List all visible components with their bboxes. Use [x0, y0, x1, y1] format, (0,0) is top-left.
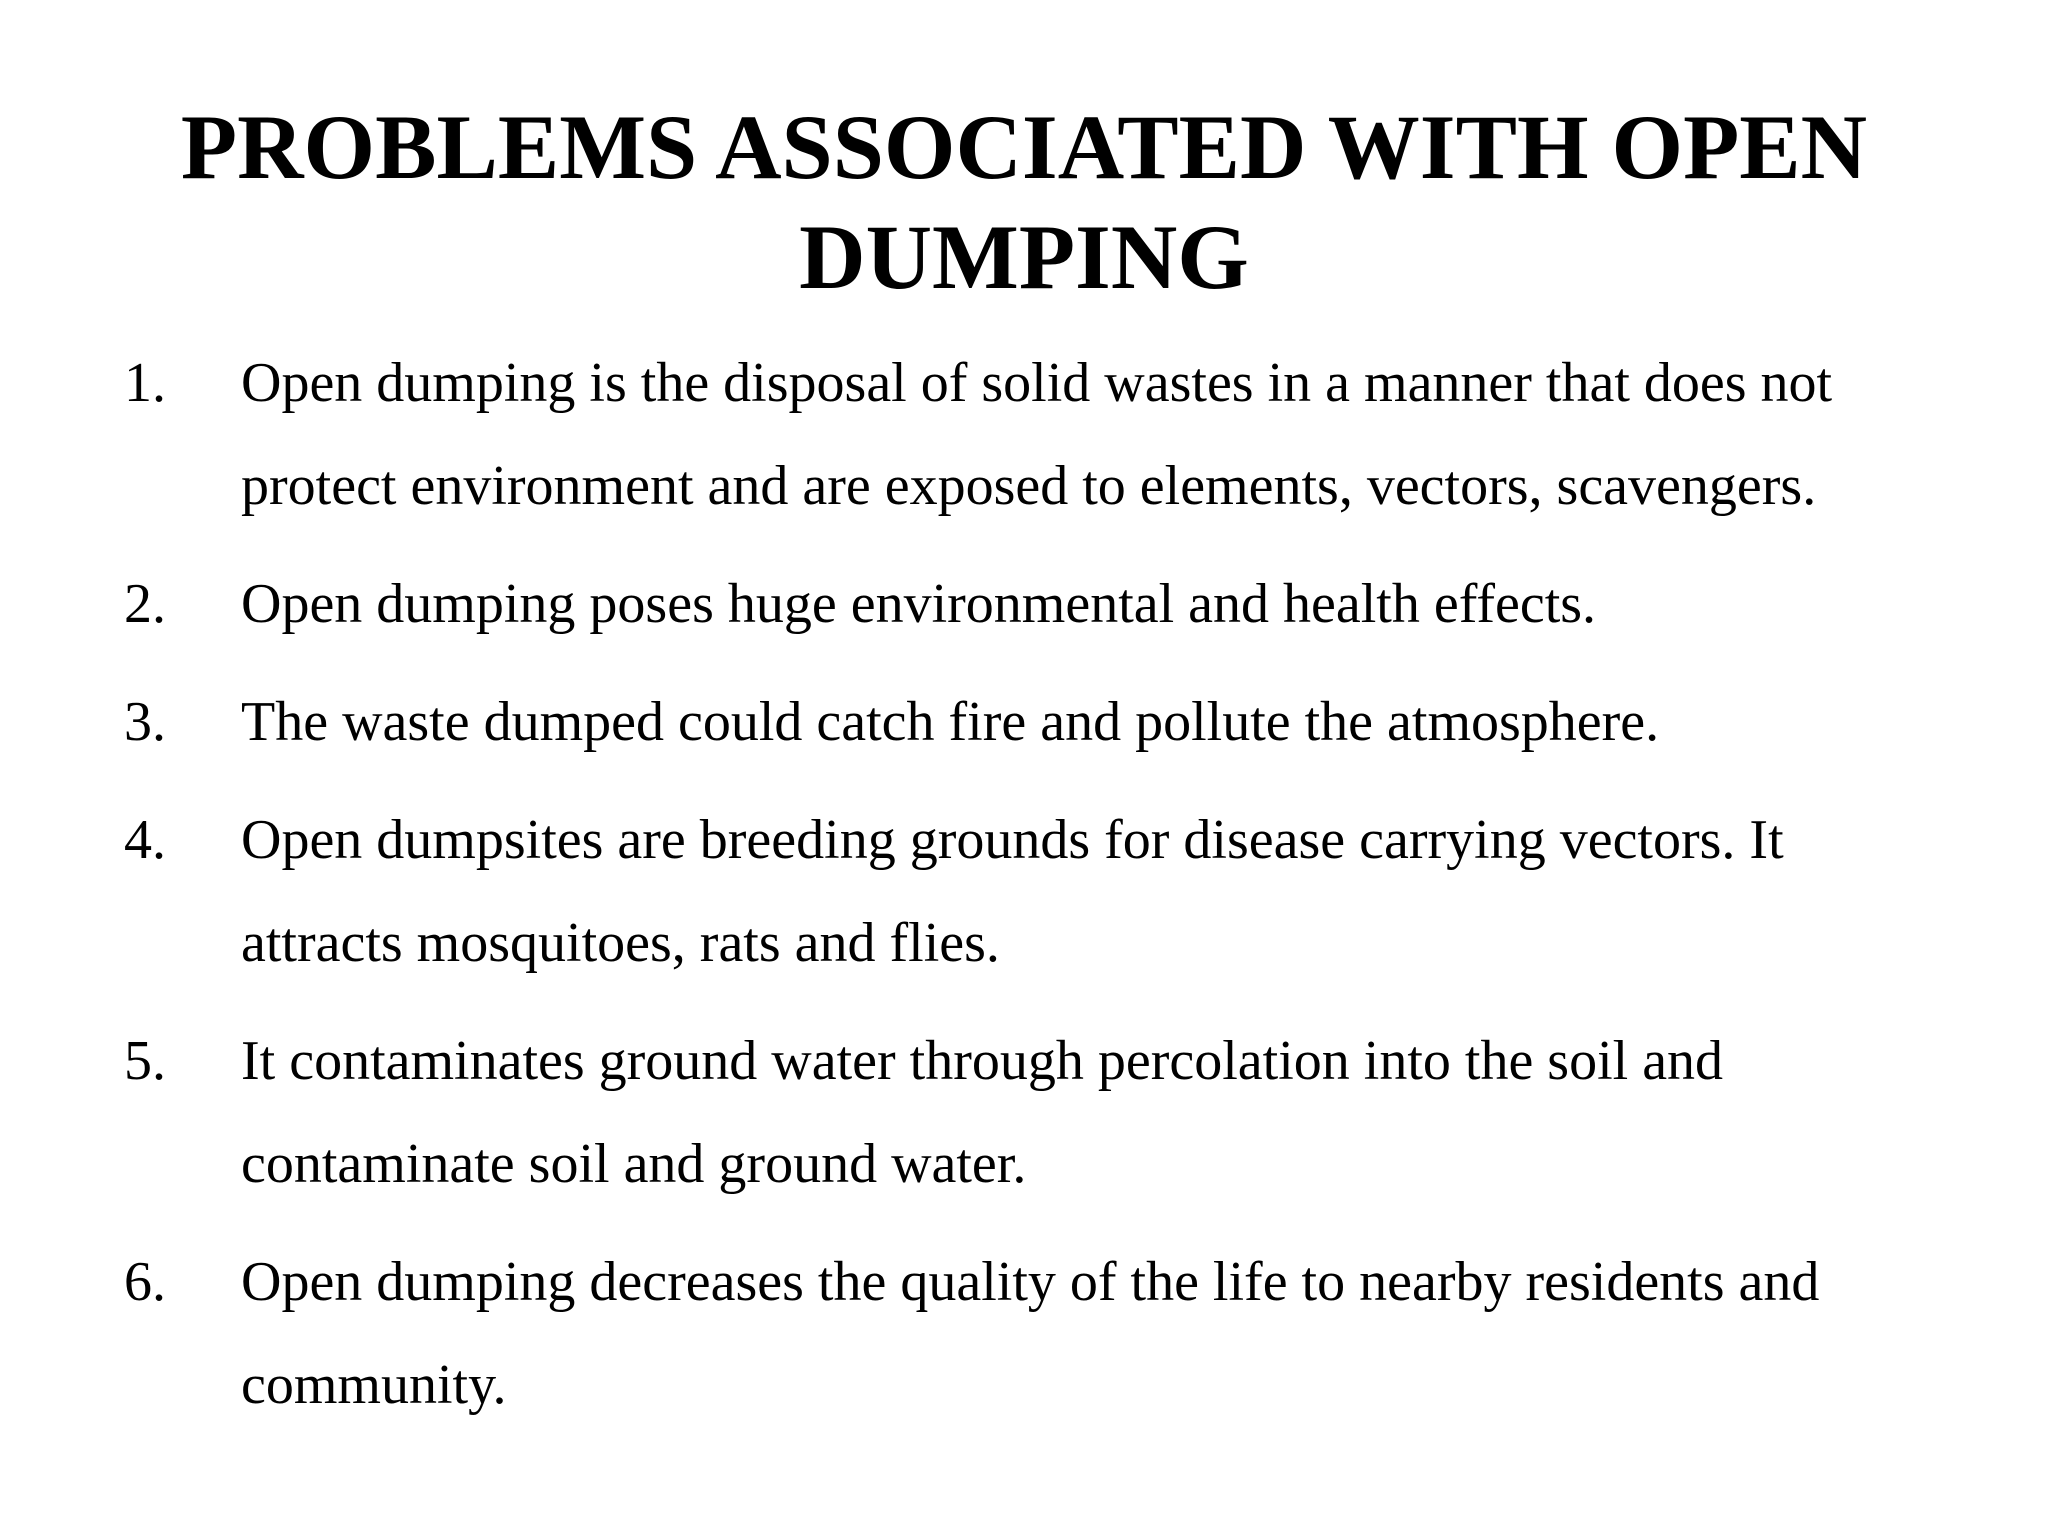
- list-item-number: 2.: [124, 573, 166, 635]
- list-item: [124, 553, 1944, 656]
- list-item-number: 5.: [124, 1030, 166, 1092]
- slide-title-line-1: PROBLEMS ASSOCIATED WITH OPEN: [180, 96, 1868, 198]
- list-item: [124, 332, 1944, 538]
- problems-list: [124, 332, 1944, 1452]
- slide-title-line-2: DUMPING: [799, 206, 1249, 308]
- list-item-number: 3.: [124, 691, 166, 753]
- list-item-number: 6.: [124, 1251, 166, 1313]
- list-item: [124, 671, 1944, 774]
- list-item-text: Open dumping decreases the quality of the life to nearby residents and community.: [241, 1251, 1820, 1416]
- list-item-text: The waste dumped could catch fire and pollute the atmosphere.: [241, 691, 1660, 753]
- list-item: [124, 789, 1944, 995]
- list-item: [124, 1010, 1944, 1216]
- list-item-number: 4.: [124, 809, 166, 871]
- slide-title: [0, 92, 2048, 312]
- list-item-text: Open dumping is the disposal of solid wastes in a manner that does not protect environment and are exposed to elements, vectors, scavengers.: [241, 352, 1833, 517]
- list-item-text: Open dumping poses huge environmental and health effects.: [241, 573, 1597, 635]
- list-item-text: It contaminates ground water through percolation into the soil and contaminate soil and ground water.: [241, 1030, 1724, 1195]
- list-item: [124, 1231, 1944, 1437]
- list-item-number: 1.: [124, 352, 166, 414]
- list-item-text: Open dumpsites are breeding grounds for disease carrying vectors. It attracts mosquitoes, rats and flies.: [241, 809, 1784, 974]
